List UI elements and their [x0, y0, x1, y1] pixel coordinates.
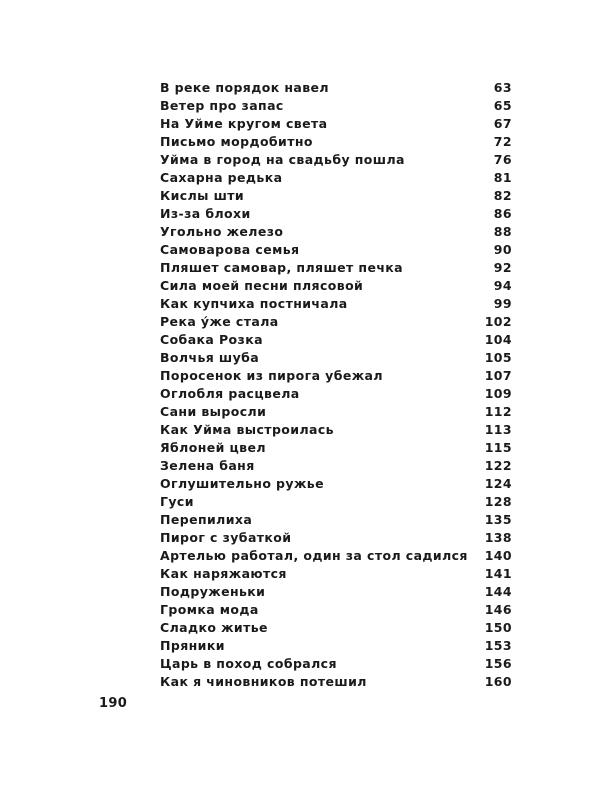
toc-entry: [160, 619, 512, 637]
toc-entry-page: 124: [484, 476, 512, 491]
toc-entry-page: 144: [484, 584, 512, 599]
toc-entry-title: Уйма в город на свадьбу пошла: [160, 152, 405, 167]
toc-entry-page: 138: [484, 530, 512, 545]
toc-entry: [160, 601, 512, 619]
toc-entry: [160, 295, 512, 313]
toc-entry: [160, 637, 512, 655]
toc-entry-title: Оглобля расцвела: [160, 386, 300, 401]
toc-entry: [160, 493, 512, 511]
toc-entry-title: Пирог с зубаткой: [160, 530, 292, 545]
toc-entry-page: 107: [484, 368, 512, 383]
toc-entry-title: Угольно железо: [160, 224, 284, 239]
toc-entry: [160, 223, 512, 241]
page-number: 190: [99, 696, 128, 711]
toc-entry: [160, 565, 512, 583]
toc-entry-page: 76: [493, 152, 512, 167]
toc-entry-page: 115: [484, 440, 512, 455]
toc-entry-page: 150: [484, 620, 512, 635]
toc-entry-page: 90: [493, 242, 512, 257]
toc-entry-title: Собака Розка: [160, 332, 263, 347]
toc-entry: [160, 421, 512, 439]
toc-entry: [160, 511, 512, 529]
toc-entry-title: Сахарна редька: [160, 170, 283, 185]
toc-entry: [160, 547, 512, 565]
toc-entry-page: 94: [493, 278, 512, 293]
toc-entry: [160, 115, 512, 133]
toc-entry: [160, 331, 512, 349]
toc-entry-page: 102: [484, 314, 512, 329]
toc-entry: [160, 439, 512, 457]
toc-entry-page: 160: [484, 674, 512, 689]
toc-entry-page: 141: [484, 566, 512, 581]
toc-entry-page: 81: [493, 170, 512, 185]
toc-entry: [160, 187, 512, 205]
toc-entry-page: 153: [484, 638, 512, 653]
toc-entry-title: Пляшет самовар, пляшет печка: [160, 260, 404, 275]
toc-entry-title: Оглушительно ружье: [160, 476, 324, 491]
toc-entry-page: 82: [493, 188, 512, 203]
toc-entry-page: 86: [493, 206, 512, 221]
toc-entry: [160, 529, 512, 547]
toc-entry-page: 140: [484, 548, 512, 563]
toc-entry-title: Перепилиха: [160, 512, 253, 527]
toc-entry-title: Волчья шуба: [160, 350, 260, 365]
toc-entry-page: 146: [484, 602, 512, 617]
toc-entry-title: Пряники: [160, 638, 225, 653]
toc-entry-title: Артелью работал, один за стол садился: [160, 548, 468, 563]
toc-entry-page: 135: [484, 512, 512, 527]
toc-entry-title: Сладко житье: [160, 620, 268, 635]
toc-entry: [160, 385, 512, 403]
toc-entry-title: Яблоней цвел: [160, 440, 266, 455]
toc-entry: [160, 475, 512, 493]
toc-entry-title: Царь в поход собрался: [160, 656, 337, 671]
toc-entry: [160, 655, 512, 673]
toc-entry-page: 65: [493, 98, 512, 113]
toc-entry-page: 99: [493, 296, 512, 311]
toc-entry-title: В реке порядок навел: [160, 80, 329, 95]
toc-entry-page: 112: [484, 404, 512, 419]
toc-entry-title: Сила моей песни плясовой: [160, 278, 364, 293]
toc-entry: [160, 133, 512, 151]
toc-entry-page: 88: [493, 224, 512, 239]
toc-entry-title: Подруженьки: [160, 584, 266, 599]
toc-entry: [160, 457, 512, 475]
toc-entry-page: 67: [493, 116, 512, 131]
toc-entry: [160, 259, 512, 277]
toc-entry-page: 104: [484, 332, 512, 347]
toc-entry: [160, 367, 512, 385]
toc-entry: [160, 151, 512, 169]
toc-entry-title: Из-за блохи: [160, 206, 251, 221]
toc-entry-title: Кислы шти: [160, 188, 245, 203]
toc-entry-title: Как купчиха постничала: [160, 296, 348, 311]
toc-entry-page: 156: [484, 656, 512, 671]
toc-entry-title: Громка мода: [160, 602, 259, 617]
toc-entry-title: Как наряжаются: [160, 566, 287, 581]
toc-entry-title: Река у́же стала: [160, 314, 279, 329]
toc-entry-title: Ветер про запас: [160, 98, 284, 113]
toc-entry-page: 92: [493, 260, 512, 275]
toc-entry: [160, 403, 512, 421]
toc-entry-page: 122: [484, 458, 512, 473]
toc-entry-page: 113: [484, 422, 512, 437]
toc-entry: [160, 349, 512, 367]
toc-entry: [160, 583, 512, 601]
toc-entry-title: Самоварова семья: [160, 242, 300, 257]
toc-entry-title: Как я чиновников потешил: [160, 674, 367, 689]
table-of-contents: [160, 79, 512, 691]
toc-entry-title: Сани выросли: [160, 404, 267, 419]
toc-entry-title: Гуси: [160, 494, 194, 509]
toc-entry: [160, 79, 512, 97]
toc-entry-title: Зелена баня: [160, 458, 255, 473]
toc-entry: [160, 277, 512, 295]
toc-entry: [160, 313, 512, 331]
toc-entry-page: 72: [493, 134, 512, 149]
toc-entry: [160, 205, 512, 223]
toc-entry-page: 63: [493, 80, 512, 95]
toc-entry-page: 105: [484, 350, 512, 365]
toc-entry-title: На Уйме кругом света: [160, 116, 328, 131]
toc-entry: [160, 241, 512, 259]
toc-entry: [160, 673, 512, 691]
toc-entry: [160, 97, 512, 115]
toc-entry: [160, 169, 512, 187]
toc-entry-title: Как Уйма выстроилась: [160, 422, 334, 437]
toc-entry-title: Поросенок из пирога убежал: [160, 368, 383, 383]
toc-entry-page: 109: [484, 386, 512, 401]
toc-entry-page: 128: [484, 494, 512, 509]
toc-entry-title: Письмо мордобитно: [160, 134, 313, 149]
